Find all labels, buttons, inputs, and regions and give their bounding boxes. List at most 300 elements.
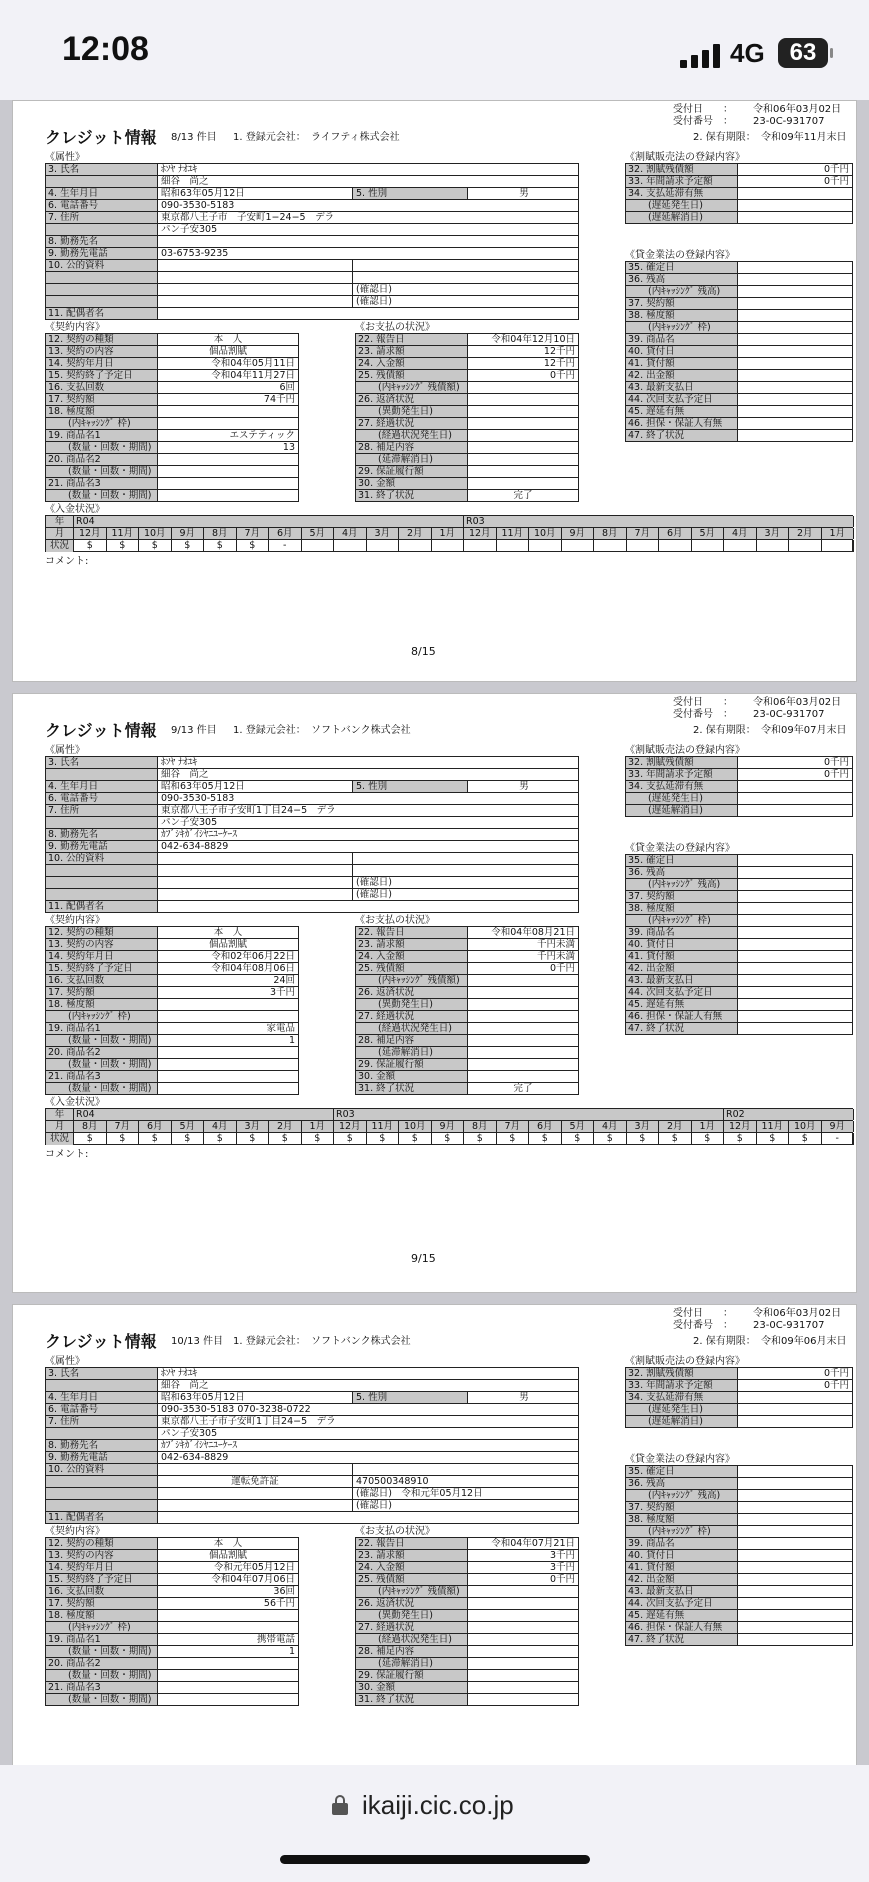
field-value (158, 1670, 298, 1681)
data-table (625, 1465, 853, 1646)
field-value: 令和04年05月11日 (211, 358, 295, 369)
field-label: 18. 極度額 (46, 1610, 158, 1621)
field-label: (遅延発生日) (626, 1404, 738, 1415)
table-row (356, 406, 578, 418)
field-label: 6. 電話番号 (46, 793, 158, 804)
field-value (738, 1622, 852, 1633)
field-value (738, 370, 852, 381)
month-cell: 2月 (399, 528, 432, 539)
status-time: 12:08 (62, 30, 149, 68)
month-cell: 6月 (659, 528, 692, 539)
table-row (46, 1059, 298, 1071)
table-row (626, 903, 852, 915)
status-cell: $ (139, 540, 172, 552)
table-row (46, 346, 298, 358)
field-label: 43. 最新支払日 (626, 382, 738, 393)
section-attributes: 《属性》 (45, 152, 85, 163)
field-value: 令和04年12月10日 (491, 334, 575, 345)
field-label: 27. 経過状況 (356, 418, 468, 429)
status-cell (659, 540, 692, 552)
field-label: 45. 遅延有無 (626, 999, 738, 1010)
field-label: 16. 支払回数 (46, 1586, 158, 1597)
field-value (468, 1023, 578, 1034)
table-row (46, 853, 578, 865)
data-table (625, 261, 853, 442)
field-label: 8. 勤務先名 (46, 236, 158, 247)
field-value: 090-3530-5183 (161, 793, 235, 804)
comment-label: コメント: (45, 1149, 89, 1160)
table-row (626, 200, 852, 212)
field-value: ｶﾌﾞｼｷｶﾞｲｼﾔﾆﾕｰｹｰｽ (161, 1440, 238, 1451)
field-value: 家電品 (266, 1023, 295, 1034)
field-value (353, 853, 578, 864)
record-count: 10/13 件目 (171, 1336, 223, 1347)
table-row (46, 394, 298, 406)
table-row (356, 1634, 578, 1646)
status-label: 状況 (46, 540, 74, 552)
field-value: 男 (519, 781, 529, 792)
table-row (46, 430, 298, 442)
month-cell: 10月 (789, 1121, 822, 1132)
status-cell (789, 540, 822, 552)
table-row (356, 490, 578, 502)
field-label: 44. 次回支払予定日 (626, 1598, 738, 1609)
field-label: (内ｷｬｯｼﾝｸﾞ 残高) (626, 879, 738, 890)
field-value (468, 478, 578, 489)
field-value: 5. 性別 (353, 188, 468, 199)
status-cell: $ (432, 1133, 465, 1145)
field-value (468, 999, 578, 1010)
field-label (46, 877, 158, 888)
year-label: 年 (46, 1109, 74, 1120)
field-value: 0千円 (823, 1368, 849, 1379)
field-label: 38. 極度額 (626, 310, 738, 321)
field-value: 56千円 (263, 1598, 295, 1609)
field-label: 3. 氏名 (46, 1368, 158, 1379)
status-cell: $ (334, 1133, 367, 1145)
table-row (626, 1404, 852, 1416)
table-row (626, 418, 852, 430)
table-row (46, 260, 578, 272)
data-table (45, 1367, 579, 1524)
field-value (353, 1464, 578, 1475)
table-row (46, 248, 578, 260)
status-cell: $ (172, 540, 205, 552)
field-label: 41. 貸付額 (626, 358, 738, 369)
field-value (738, 212, 852, 223)
table-row (356, 1562, 578, 1574)
table-row (626, 334, 852, 346)
month-cell: 11月 (757, 1121, 790, 1132)
table-row (46, 1035, 298, 1047)
table-row (356, 1011, 578, 1023)
field-label (46, 284, 158, 295)
status-label: 状況 (46, 1133, 74, 1145)
field-value (468, 1646, 578, 1657)
deposit-status-row (46, 540, 852, 552)
field-label: 45. 遅延有無 (626, 1610, 738, 1621)
table-row (626, 1598, 852, 1610)
field-value (738, 1526, 852, 1537)
table-row (626, 1490, 852, 1502)
table-row (46, 442, 298, 454)
document-page (12, 693, 857, 1293)
field-value (158, 296, 353, 307)
table-row (626, 769, 852, 781)
field-label: 24. 入金額 (356, 951, 468, 962)
field-label (46, 272, 158, 283)
page-title: クレジット情報 (45, 721, 157, 740)
status-cell (627, 540, 660, 552)
field-value: 042-634-8829 (161, 841, 229, 852)
deposit-status-row (46, 1133, 852, 1145)
status-cell: $ (399, 1133, 432, 1145)
field-value: 0千円 (549, 963, 575, 974)
table-row (46, 769, 578, 781)
field-value: 令和04年11月27日 (211, 370, 295, 381)
field-value: 東京都八王子市 子安町1−24−5 デラ (161, 212, 335, 223)
table-row (356, 1658, 578, 1670)
status-cell: $ (302, 1133, 335, 1145)
field-value: 令和元年05月12日 (213, 1562, 295, 1573)
field-value: 3千円 (269, 987, 295, 998)
field-label: 14. 契約年月日 (46, 951, 158, 962)
section-deposit: 《入金状況》 (45, 1097, 105, 1108)
field-value (468, 430, 578, 441)
receipt-no: 23-0C-931707 (753, 1320, 825, 1331)
field-label: 32. 割賦残債額 (626, 164, 738, 175)
status-cell: $ (562, 1133, 595, 1145)
section-payment: 《お支払の状況》 (355, 322, 435, 333)
table-row (46, 490, 298, 502)
field-label: 31. 終了状況 (356, 1083, 468, 1094)
table-row (356, 999, 578, 1011)
field-value (158, 1682, 298, 1693)
field-value (158, 1488, 353, 1499)
address-bar[interactable] (0, 1765, 869, 1882)
field-label: 8. 勤務先名 (46, 1440, 158, 1451)
table-row (46, 1452, 578, 1464)
field-value: 1 (288, 1035, 295, 1046)
status-cell (399, 540, 432, 552)
field-label: (延滞解消日) (356, 1047, 468, 1058)
table-row (626, 394, 852, 406)
year-cell: R03 (334, 1109, 724, 1120)
field-value (738, 1514, 852, 1525)
field-label: 12. 契約の種類 (46, 1538, 158, 1549)
field-value: ﾎｿﾔ ﾅｵﾕｷ (161, 757, 198, 768)
month-cell: 8月 (464, 1121, 497, 1132)
field-value: 昭和63年05月12日 (158, 188, 353, 199)
field-label: 39. 商品名 (626, 927, 738, 938)
field-label: 9. 勤務先電話 (46, 1452, 158, 1463)
table-row (46, 406, 298, 418)
field-value (738, 963, 852, 974)
table-row (626, 781, 852, 793)
table-row (46, 1404, 578, 1416)
year-cell: R04 (74, 516, 464, 527)
field-label: 27. 経過状況 (356, 1011, 468, 1022)
field-value: 本 人 (213, 927, 243, 938)
field-label: 30. 金額 (356, 1682, 468, 1693)
table-row (46, 1500, 578, 1512)
field-value (158, 490, 298, 501)
field-label: 32. 割賦残債額 (626, 1368, 738, 1379)
field-label: 30. 金額 (356, 478, 468, 489)
table-row (626, 757, 852, 769)
field-value (738, 927, 852, 938)
field-label: 47. 終了状況 (626, 430, 738, 441)
field-label: 10. 公的資料 (46, 853, 158, 864)
month-cell: 3月 (237, 1121, 270, 1132)
data-table (355, 333, 579, 502)
field-label: 11. 配偶者名 (46, 308, 158, 319)
table-row (46, 1488, 578, 1500)
field-label: 28. 補足内容 (356, 1035, 468, 1046)
field-label: 3. 氏名 (46, 164, 158, 175)
table-row (46, 1464, 578, 1476)
table-row (626, 1416, 852, 1428)
table-row (46, 1634, 298, 1646)
field-value (158, 260, 353, 271)
table-row (626, 891, 852, 903)
status-cell (367, 540, 400, 552)
field-value (353, 865, 578, 876)
table-row (46, 1538, 298, 1550)
table-row (46, 418, 298, 430)
field-label: 16. 支払回数 (46, 975, 158, 986)
month-cell: 11月 (497, 528, 530, 539)
field-value (738, 1586, 852, 1597)
table-row (356, 1023, 578, 1035)
table-row (626, 867, 852, 879)
retention-label: 2. 保有期限： (693, 725, 756, 736)
field-value (738, 855, 852, 866)
field-value (738, 1562, 852, 1573)
month-cell: 12月 (334, 1121, 367, 1132)
field-label: (内ｷｬｯｼﾝｸﾞ 枠) (626, 915, 738, 926)
field-label: 21. 商品名3 (46, 478, 158, 489)
table-row (626, 212, 852, 224)
home-indicator[interactable] (280, 1855, 590, 1864)
field-label: 17. 契約額 (46, 1598, 158, 1609)
field-label: 7. 住所 (46, 212, 158, 223)
field-value: 0千円 (823, 757, 849, 768)
table-row (46, 1670, 298, 1682)
field-label (46, 889, 158, 900)
table-row (626, 879, 852, 891)
status-cell: $ (74, 540, 107, 552)
table-row (626, 1502, 852, 1514)
field-value: 昭和63年05月12日 (158, 781, 353, 792)
table-row (46, 1682, 298, 1694)
field-label (46, 1488, 158, 1499)
month-cell: 8月 (204, 528, 237, 539)
document-page (12, 1304, 857, 1765)
field-value (468, 1059, 578, 1070)
field-label: 37. 契約額 (626, 891, 738, 902)
field-value (738, 879, 852, 890)
field-value (738, 805, 852, 816)
url-text[interactable]: ikaiji.cic.co.jp (362, 1790, 514, 1820)
table-row (626, 927, 852, 939)
field-label: (延滞解消日) (356, 1658, 468, 1669)
table-row (356, 442, 578, 454)
receipt-no-label: 受付番号 ： (673, 1320, 733, 1331)
year-cell: R03 (464, 516, 854, 527)
table-row (626, 1550, 852, 1562)
table-row (626, 164, 852, 176)
field-value (738, 274, 852, 285)
table-row (356, 358, 578, 370)
table-row (46, 1011, 298, 1023)
table-row (356, 1694, 578, 1706)
field-value: 12千円 (543, 346, 575, 357)
field-label: 41. 貸付額 (626, 1562, 738, 1573)
table-row (356, 1646, 578, 1658)
field-label: (異動発生日) (356, 999, 468, 1010)
table-row (626, 999, 852, 1011)
field-value: 0千円 (823, 769, 849, 780)
table-row (356, 939, 578, 951)
field-value: ｶﾌﾞｼｷｶﾞｲｼﾔﾆﾕｰｹｰｽ (161, 829, 238, 840)
month-cell: 7月 (237, 528, 270, 539)
table-row (46, 1368, 578, 1380)
table-row (46, 939, 298, 951)
table-row (46, 793, 578, 805)
record-count: 8/13 件目 (171, 132, 217, 143)
field-value (468, 1035, 578, 1046)
field-label: 25. 残債額 (356, 1574, 468, 1585)
field-value (738, 939, 852, 950)
field-label (46, 1428, 158, 1439)
field-value: 東京都八王子市子安町1丁目24−5 デラ (161, 1416, 336, 1427)
table-row (626, 939, 852, 951)
table-row (356, 1083, 578, 1095)
table-row (356, 927, 578, 939)
section-attributes: 《属性》 (45, 745, 85, 756)
deposit-grid (45, 515, 853, 552)
field-value (158, 1071, 298, 1082)
status-cell: $ (204, 540, 237, 552)
table-row (626, 1562, 852, 1574)
lender-name: ソフトバンク株式会社 (311, 725, 411, 736)
table-row (626, 1392, 852, 1404)
table-row (356, 466, 578, 478)
table-row (356, 1071, 578, 1083)
field-value: パン子安305 (161, 817, 218, 828)
field-label: 4. 生年月日 (46, 1392, 158, 1403)
table-row (46, 951, 298, 963)
field-value: パン子安305 (161, 224, 218, 235)
table-row (46, 1071, 298, 1083)
field-label: 44. 次回支払予定日 (626, 987, 738, 998)
table-row (46, 272, 578, 284)
status-cell (822, 540, 855, 552)
field-value: 完了 (513, 1083, 533, 1094)
status-cell (334, 540, 367, 552)
table-row (626, 1514, 852, 1526)
status-cell (432, 540, 465, 552)
field-label: (内ｷｬｯｼﾝｸﾞ 枠) (46, 418, 158, 429)
table-row (626, 1538, 852, 1550)
field-value (738, 188, 852, 199)
month-cell: 9月 (432, 1121, 465, 1132)
field-value: 6回 (279, 382, 295, 393)
field-value (738, 915, 852, 926)
month-cell: 6月 (269, 528, 302, 539)
table-row (46, 1610, 298, 1622)
field-value (738, 1392, 852, 1403)
field-value (353, 260, 578, 271)
field-value: エステティック (229, 430, 295, 441)
field-value: 細谷 尚之 (161, 769, 209, 780)
field-value (738, 430, 852, 441)
field-label: 37. 契約額 (626, 298, 738, 309)
field-value: 細谷 尚之 (161, 1380, 209, 1391)
month-cell: 8月 (74, 1121, 107, 1132)
data-table (45, 926, 299, 1095)
table-row (356, 370, 578, 382)
table-row (46, 1646, 298, 1658)
table-row (46, 841, 578, 853)
field-label: (内ｷｬｯｼﾝｸﾞ 残高) (626, 286, 738, 297)
status-bar (0, 0, 869, 100)
section-contract: 《契約内容》 (45, 1526, 105, 1537)
status-cell (497, 540, 530, 552)
field-label: 28. 補足内容 (356, 1646, 468, 1657)
field-value: 3千円 (549, 1562, 575, 1573)
field-value (468, 1598, 578, 1609)
field-label: 43. 最新支払日 (626, 975, 738, 986)
field-value (738, 1404, 852, 1415)
page-number: 9/15 (411, 1252, 436, 1265)
field-label: 33. 年間請求予定額 (626, 1380, 738, 1391)
network-type: 4G (730, 38, 765, 68)
field-label: 33. 年間請求予定額 (626, 176, 738, 187)
deposit-month-row (46, 528, 852, 540)
table-row (626, 805, 852, 817)
field-value (738, 1023, 852, 1034)
field-value (158, 284, 353, 295)
table-row (356, 1610, 578, 1622)
field-label: (内ｷｬｯｼﾝｸﾞ 枠) (626, 1526, 738, 1537)
table-row (356, 394, 578, 406)
table-row (356, 430, 578, 442)
field-label: 23. 請求額 (356, 939, 468, 950)
document-viewer[interactable] (0, 100, 869, 1765)
field-label: 34. 支払延滞有無 (626, 188, 738, 199)
field-label: 36. 残高 (626, 274, 738, 285)
field-value: ﾎｿﾔ ﾅｵﾕｷ (161, 1368, 198, 1379)
field-value (158, 1464, 353, 1475)
deposit-year-row (46, 516, 852, 528)
field-label: 30. 金額 (356, 1071, 468, 1082)
receipt-date: 令和06年03月02日 (753, 1308, 842, 1319)
table-row (356, 1550, 578, 1562)
field-value (738, 1490, 852, 1501)
section-installment-law: 《割賦販売法の登録内容》 (625, 1356, 745, 1367)
field-value: 個品割賦 (208, 1550, 247, 1561)
month-cell: 6月 (139, 1121, 172, 1132)
field-value (468, 1011, 578, 1022)
field-label: 18. 極度額 (46, 406, 158, 417)
retention-label: 2. 保有期限： (693, 1336, 756, 1347)
table-row (46, 176, 578, 188)
table-row (46, 1440, 578, 1452)
table-row (46, 999, 298, 1011)
month-cell: 2月 (269, 1121, 302, 1132)
